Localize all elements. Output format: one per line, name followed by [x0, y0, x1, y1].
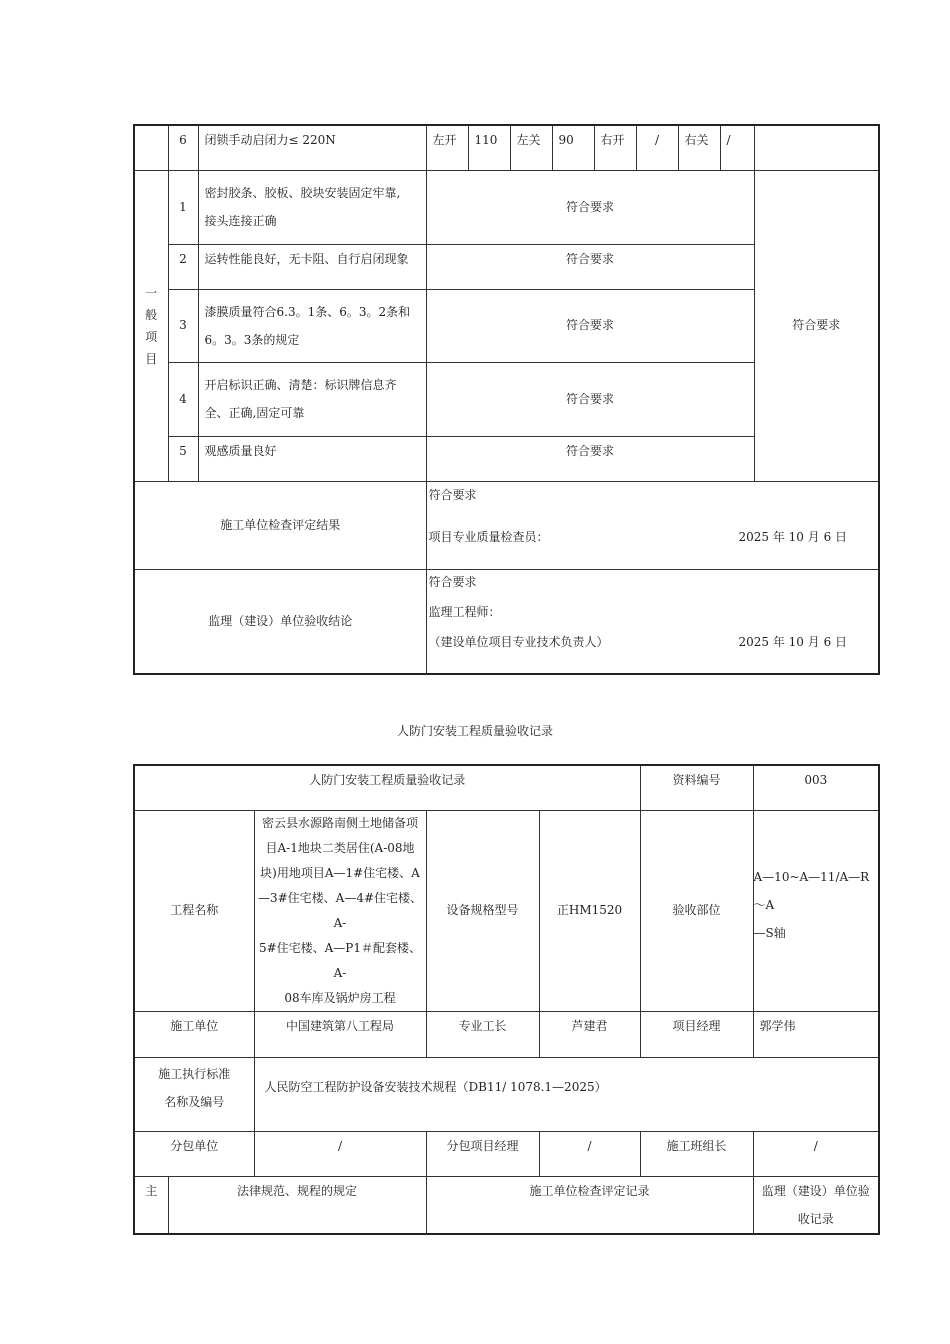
main-items-label: 主: [134, 1176, 168, 1234]
supervision-record-label-line: 监理（建设）单位验: [761, 1183, 870, 1198]
acceptance-part-label: 验收部位: [640, 810, 753, 1011]
item-description-line: 运转性能良好，无卡阻、自行启闭现象: [204, 251, 409, 266]
subcontractor-label: 分包单位: [134, 1131, 254, 1176]
measure-value: 90: [552, 125, 594, 170]
item-description-line: 观感质量良好: [204, 443, 277, 458]
item-result: 符合要求: [426, 289, 754, 362]
project-name-label: 工程名称: [134, 810, 254, 1011]
measure-label: 右关: [678, 125, 720, 170]
construction-unit-label: 施工单位: [134, 1011, 254, 1057]
item-result: 符合要求: [426, 362, 754, 436]
item-description: [198, 362, 426, 436]
quality-inspector-label: 项目专业质量检查员：: [428, 529, 549, 544]
standard-label-line: 名称及编号: [164, 1094, 225, 1109]
equipment-spec: 正HM1520: [539, 810, 640, 1011]
standard-name: 人民防空工程防护设备安装技术规程（DB11/ 1078.1—2025）: [254, 1057, 879, 1131]
construction-record-label: 施工单位检查评定记录: [426, 1176, 753, 1234]
general-label-char: 目: [145, 351, 158, 366]
item-result: 符合要求: [426, 170, 754, 244]
foreman-label: 专业工长: [426, 1011, 539, 1057]
standard-label-line: 施工执行标准: [158, 1066, 231, 1081]
acceptance-part-line: —S轴: [753, 925, 786, 940]
construction-unit: 中国建筑第八工程局: [254, 1011, 426, 1057]
supervision-record-label-line: 收记录: [797, 1211, 834, 1226]
item-description: [198, 289, 426, 362]
supervision-conclusion-content: [426, 569, 879, 674]
construction-check-content: [426, 481, 879, 569]
acceptance-part: [753, 810, 879, 1011]
project-manager: 郭学伟: [753, 1011, 879, 1057]
item-description: [198, 436, 426, 481]
measure-value: /: [636, 125, 678, 170]
measure-label: 左开: [426, 125, 468, 170]
item-description-line: 接头连接正确: [204, 214, 277, 228]
general-label-char: 项: [145, 329, 158, 344]
supervision-conclusion-result: 符合要求: [428, 574, 477, 589]
project-name-line: —3#住宅楼、A—4#住宅楼、A-: [257, 890, 423, 930]
sub-pm: /: [539, 1131, 640, 1176]
doc-no: 003: [753, 765, 879, 810]
supervision-conclusion-date: 2025 年 10 月 6 日: [738, 634, 848, 649]
item-description: 闭锁手动启闭力≤ 220N: [198, 125, 426, 170]
team-leader: /: [753, 1131, 879, 1176]
item-description: [198, 170, 426, 244]
project-name-line: 块)用地项目A—1#住宅楼、A: [260, 865, 420, 880]
standard-label: [134, 1057, 254, 1131]
item-number: 3: [168, 289, 198, 362]
lower-acceptance-table: [133, 764, 880, 1235]
project-name-line: 5#住宅楼、A—P1＃配套楼、A-: [258, 940, 422, 980]
measure-value: 110: [468, 125, 510, 170]
sub-pm-label: 分包项目经理: [426, 1131, 539, 1176]
item-description-line: 全、正确,固定可靠: [204, 406, 305, 420]
project-name-line: 目A-1地块二类居住(A-08地: [265, 840, 415, 855]
construction-check-result: 符合要求: [428, 487, 477, 502]
item-number: 4: [168, 362, 198, 436]
upper-acceptance-table: [133, 124, 880, 675]
project-name: [254, 810, 426, 1011]
doc-no-label: 资料编号: [640, 765, 753, 810]
supervision-record-label: [753, 1176, 879, 1234]
page-caption: 人防门安装工程质量验收记录: [396, 724, 553, 738]
project-name-line: 08车库及锅炉房工程: [284, 990, 396, 1005]
measure-label: 右开: [594, 125, 636, 170]
supervision-conclusion-label: 监理（建设）单位验收结论: [134, 569, 426, 674]
regulation-label: 法律规范、规程的规定: [168, 1176, 426, 1234]
item-number: 1: [168, 170, 198, 244]
measure-label: 左关: [510, 125, 552, 170]
item-result: 符合要求: [426, 436, 754, 481]
general-items-label: [134, 170, 168, 481]
project-manager-label: 项目经理: [640, 1011, 753, 1057]
supervision-result: 符合要求: [754, 170, 879, 481]
item-result: 符合要求: [426, 244, 754, 289]
item-description-line: 6。3。3条的规定: [204, 332, 300, 347]
record-title: 人防门安装工程质量验收记录: [134, 765, 640, 810]
measure-value: /: [720, 125, 754, 170]
item-number: 6: [168, 125, 198, 170]
item-description-line: 开启标识正确、清楚：标识牌信息齐: [204, 378, 397, 392]
construction-check-date: 2025 年 10 月 6 日: [738, 529, 848, 544]
item-description-line: 密封胶条、胶板、胶块安装固定牢靠,: [204, 186, 401, 200]
equipment-spec-label: 设备规格型号: [426, 810, 539, 1011]
item-number: 5: [168, 436, 198, 481]
supervision-cell: [754, 125, 879, 170]
team-leader-label: 施工班组长: [640, 1131, 753, 1176]
group-cell-main: [134, 125, 168, 170]
acceptance-part-line: A—10~A—11/A—R～A: [753, 869, 870, 912]
general-label-char: 一: [145, 285, 158, 300]
item-description-line: 漆膜质量符合6.3。1条、6。3。2条和: [204, 304, 411, 319]
item-description: [198, 244, 426, 289]
construction-check-label: 施工单位检查评定结果: [134, 481, 426, 569]
owner-tech-lead-label: （建设单位项目专业技术负责人）: [428, 634, 609, 649]
supervision-engineer-label: 监理工程师：: [428, 604, 501, 619]
foreman: 芦建君: [539, 1011, 640, 1057]
item-number: 2: [168, 244, 198, 289]
project-name-line: 密云县水源路南侧土地储备项: [261, 815, 418, 830]
subcontractor: /: [254, 1131, 426, 1176]
general-label-char: 般: [145, 307, 158, 322]
